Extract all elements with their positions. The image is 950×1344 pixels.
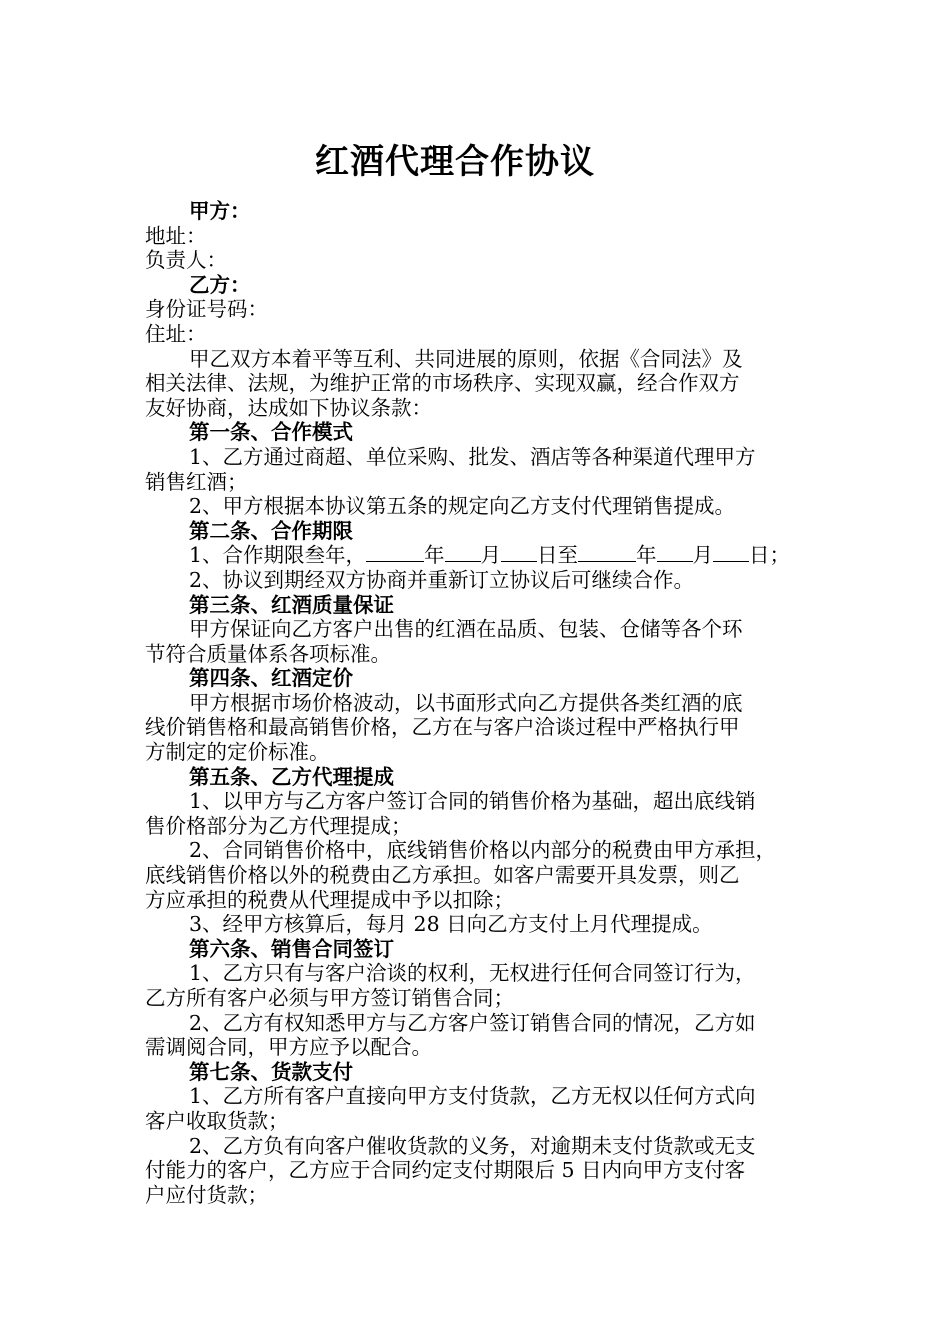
article-4-line: 线价销售格和最高销售价格，乙方在与客户洽谈过程中严格执行甲 [145,715,740,740]
document-body [145,199,810,1207]
article-4-line: 方制定的定价标准。 [145,740,330,765]
article-7-line: 客户收取货款； [145,1108,289,1133]
end-month-blank [657,543,693,562]
article-6-line: 需调阅合同，甲方应予以配合。 [145,1035,432,1060]
article-2-term-line [145,543,810,568]
term-month-end: 月 [692,543,714,568]
term-day-end: 日； [749,543,791,568]
start-year-blank [366,543,424,562]
term-day-to: 日至 [537,543,579,568]
term-year: 年 [424,543,445,568]
article-2-line: 2、协议到期经双方协商并重新订立协议后可继续合作。 [189,567,695,592]
end-day-blank [713,543,749,562]
party-a-label: 甲方： [189,199,251,223]
article-5-line: 底线销售价格以外的税费由乙方承担。如客户需要开具发票，则乙 [145,863,740,888]
preamble-line: 甲乙双方本着平等互利、共同进展的原则，依据《合同法》及 [189,346,743,371]
article-5-line: 方应承担的税费从代理提成中予以扣除； [145,887,514,912]
term-month: 月 [480,543,502,568]
party-b-address: 住址： [145,321,207,346]
article-6-title: 第六条、销售合同签订 [189,936,394,961]
article-5-title: 第五条、乙方代理提成 [189,764,394,789]
article-2-title: 第二条、合作期限 [189,518,353,543]
article-7-line: 户应付货款； [145,1182,268,1207]
article-7-line: 1、乙方所有客户直接向甲方支付货款，乙方无权以任何方式向 [189,1084,756,1109]
preamble-line: 相关法律、法规，为维护正常的市场秩序、实现双赢，经合作双方 [145,371,740,396]
document-title: 红酒代理合作协议 [315,142,595,182]
article-5-line: 1、以甲方与乙方客户签订合同的销售价格为基础，超出底线销 [189,789,756,814]
article-3-line: 节符合质量体系各项标准。 [145,641,391,666]
article-4-title: 第四条、红酒定价 [189,666,353,691]
article-7-line: 付能力的客户，乙方应于合同约定支付期限后 5 日内向甲方支付客 [145,1158,746,1183]
article-7-title: 第七条、货款支付 [189,1059,353,1084]
party-b-id: 身份证号码： [145,297,268,322]
article-5-line: 3、经甲方核算后，每月 28 日向乙方支付上月代理提成。 [189,912,713,937]
term-year-end: 年 [636,543,657,568]
preamble-line: 友好协商，达成如下协议条款： [145,395,432,420]
term-prefix: 1、合作期限叁年， [189,543,367,568]
article-1-title: 第一条、合作模式 [189,420,353,445]
party-a-address: 地址： [145,223,207,248]
article-3-title: 第三条、红酒质量保证 [189,592,394,617]
party-b-label: 乙方： [189,272,251,297]
article-6-line: 2、乙方有权知悉甲方与乙方客户签订销售合同的情况，乙方如 [189,1010,756,1035]
end-year-blank [578,543,636,562]
article-1-line: 2、甲方根据本协议第五条的规定向乙方支付代理销售提成。 [189,494,736,519]
article-7-line: 2、乙方负有向客户催收货款的义务，对逾期未支付货款或无支 [189,1133,756,1158]
article-3-line: 甲方保证向乙方客户出售的红酒在品质、包装、仓储等各个环 [189,617,743,642]
article-6-line: 乙方所有客户必须与甲方签订销售合同； [145,986,514,1010]
party-a-person: 负责人： [145,248,227,273]
start-day-blank [501,543,537,562]
article-6-line: 1、乙方只有与客户洽谈的权利，无权进行任何合同签订行为， [189,961,756,986]
start-month-blank [445,543,481,562]
article-5-line: 2、合同销售价格中，底线销售价格以内部分的税费由甲方承担， [189,838,777,863]
article-4-line: 甲方根据市场价格波动，以书面形式向乙方提供各类红酒的底 [189,690,743,715]
article-1-line: 销售红酒； [145,469,248,494]
article-5-line: 售价格部分为乙方代理提成； [145,813,412,838]
article-1-line: 1、乙方通过商超、单位采购、批发、酒店等各种渠道代理甲方 [189,444,756,469]
